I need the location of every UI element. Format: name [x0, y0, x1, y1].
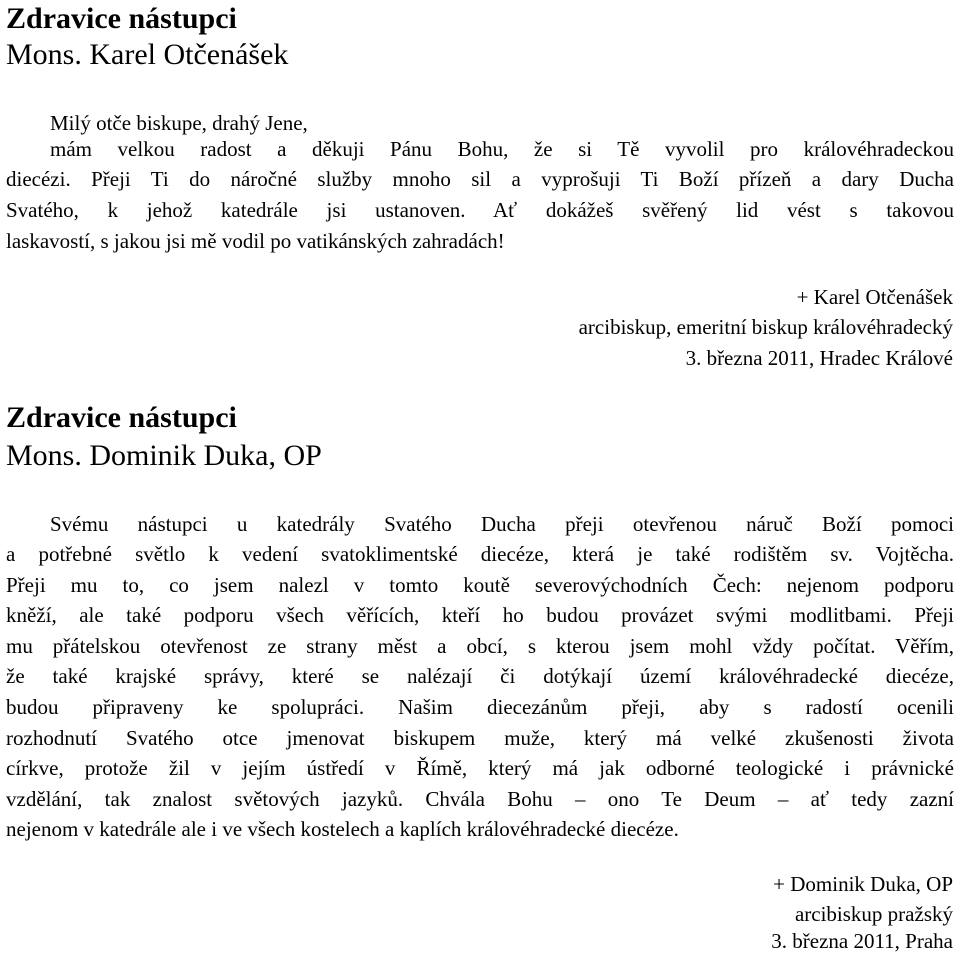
section1-subtitle: Mons. Karel Otčenášek [6, 38, 289, 71]
section1-signature-date: 3. března 2011, Hradec Králové [685, 346, 953, 370]
section1-line: diecézi. Přeji Ti do náročné služby mnoho sil a vyprošuji Ti Boží přízeň a dary Ducha [6, 167, 954, 191]
section2-line: že také krajské správy, které se nalézají či dotýkají území královéhradecké diecéze, [6, 664, 954, 688]
section2-line: kněží, ale také podporu všech věřících, kteří ho budou provázet svými modlitbami. Přeji [6, 603, 954, 627]
section1-title: Zdravice nástupci [6, 2, 237, 35]
section2-line: nejenom v katedrále ale i ve všech kostelech a kaplích královéhradecké diecéze. [6, 817, 679, 841]
section2-subtitle: Mons. Dominik Duka, OP [6, 439, 322, 472]
section1-line: laskavostí, s jakou jsi mě vodil po vatikánských zahradách! [6, 229, 505, 253]
section2-signature-date: 3. března 2011, Praha [771, 929, 953, 953]
section2-title: Zdravice nástupci [6, 401, 237, 434]
section2-signature-role: arcibiskup pražský [794, 902, 953, 926]
section2-line: budou připraveny ke spolupráci. Našim diecezánům přeji, aby s radostí ocenili [6, 695, 954, 719]
section1-signature-name: + Karel Otčenášek [796, 285, 953, 309]
section2-line: Přeji mu to, co jsem nalezl v tomto koutě severovýchodních Čech: nejenom podporu [6, 573, 954, 597]
section1-signature-role: arcibiskup, emeritní biskup královéhradecký [578, 315, 953, 339]
section2-line: a potřebné světlo k vedení svatoklimentské diecéze, která je také rodištěm sv. Vojtěcha. [6, 542, 954, 566]
section2-line: Svému nástupci u katedrály Svatého Ducha přeji otevřenou náruč Boží pomoci [50, 512, 954, 536]
section1-line: Svatého, k jehož katedrále jsi ustanoven. Ať dokážeš svěřený lid vést s takovou [6, 198, 954, 222]
section2-line: rozhodnutí Svatého otce jmenovat biskupem muže, který má velké zkušenosti života [6, 726, 954, 750]
section1-line: mám velkou radost a děkuji Pánu Bohu, že si Tě vyvolil pro královéhradeckou [50, 137, 954, 161]
section2-line: církve, protože žil v jejím ústředí v Římě, který má jak odborné teologické i právnické [6, 756, 954, 780]
section2-signature-name: + Dominik Duka, OP [773, 872, 953, 896]
section2-line: vzdělání, tak znalost světových jazyků. Chvála Bohu – ono Te Deum – ať tedy zazní [6, 787, 954, 811]
section2-line: mu přátelskou otevřenost ze strany měst a obcí, s kterou jsem mohl vždy počítat. Věřím, [6, 634, 954, 658]
section1-greeting: Milý otče biskupe, drahý Jene, [50, 111, 308, 135]
